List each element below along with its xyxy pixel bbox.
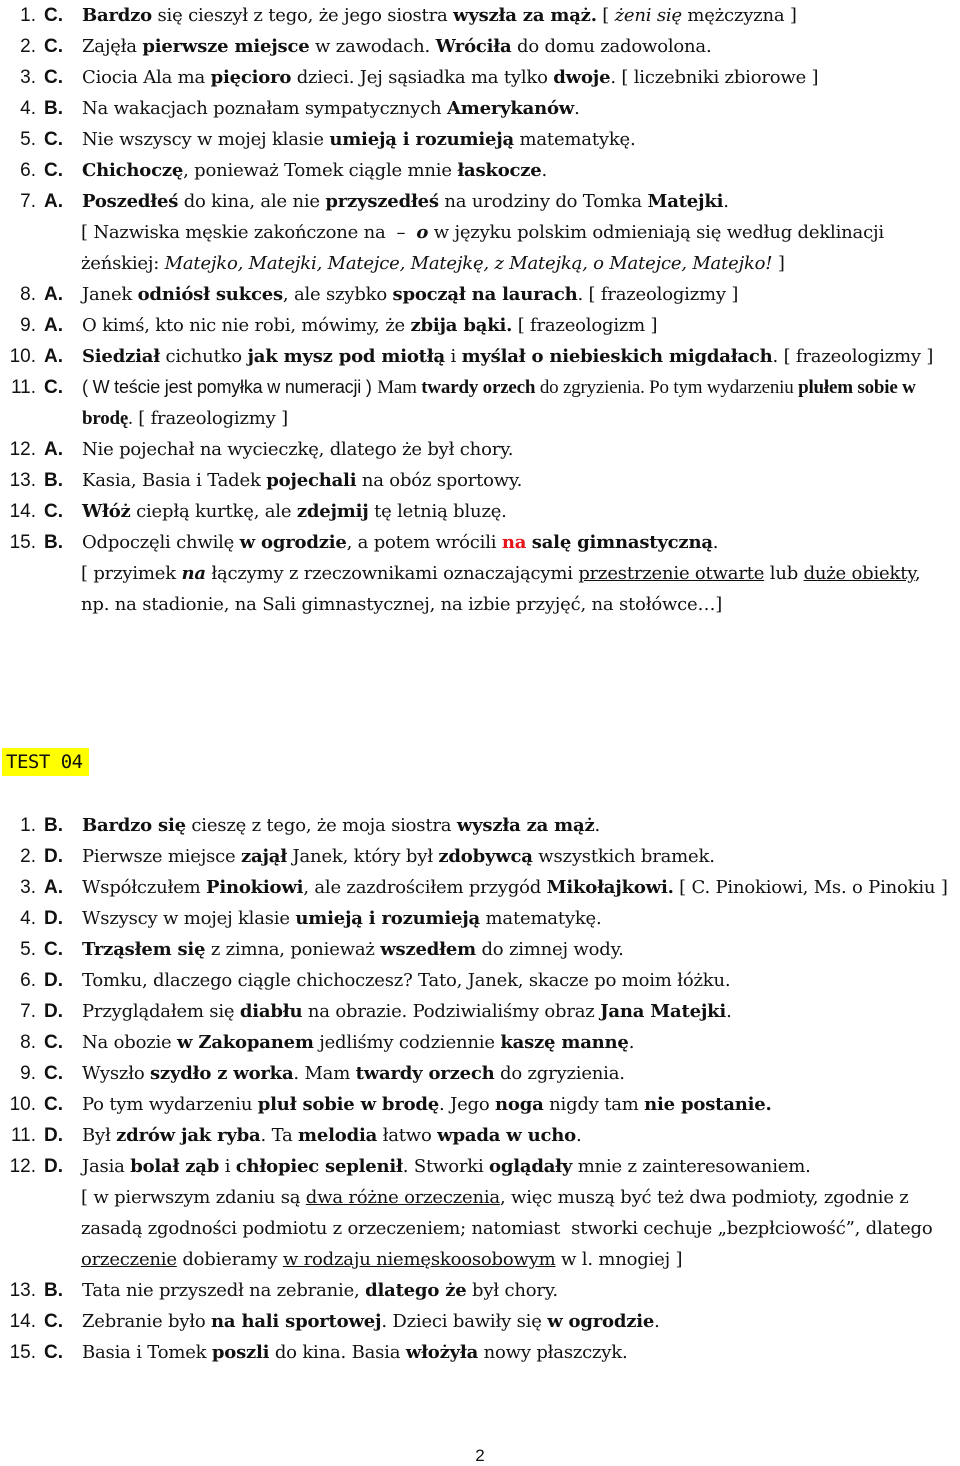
- item-text: Na wakacjach poznałam sympatycznych Amerykanów.: [82, 98, 580, 119]
- item-text: Tata nie przyszedł na zebranie, dlatego że był chory.: [82, 1280, 558, 1301]
- item-number: 11.: [10, 1125, 36, 1146]
- list-item: [0, 1337, 960, 1368]
- item-number: 14.: [9, 1311, 36, 1332]
- item-text: Siedział cichutko jak mysz pod miotłą i myślał o niebieskich migdałach. [ frazeologizmy ]: [82, 346, 934, 367]
- item-number: 10.: [9, 1094, 36, 1115]
- item-text: Nie wszyscy w mojej klasie umieją i rozumieją matematykę.: [82, 129, 636, 150]
- item-text: Basia i Tomek poszli do kina. Basia włożyła nowy płaszczyk.: [82, 1342, 628, 1363]
- item-text: O kimś, kto nic nie robi, mówimy, że zbija bąki. [ frazeologizm ]: [82, 315, 658, 336]
- item-text: Trząsłem się z zimna, ponieważ wszedłem do zimnej wody.: [82, 939, 624, 960]
- item-text: Włóż ciepłą kurtkę, ale zdejmij tę letnią bluzę.: [82, 501, 507, 522]
- answer-letter: B.: [44, 815, 63, 836]
- answer-letter: D.: [44, 908, 63, 929]
- section-previous-test: [0, 0, 960, 620]
- item-number: 10.: [9, 346, 36, 367]
- answer-letter: C.: [44, 939, 63, 960]
- answer-letter: C.: [44, 1311, 63, 1332]
- answer-letter: C.: [44, 501, 63, 522]
- item-number: 14.: [9, 501, 36, 522]
- answer-letter: D.: [44, 970, 63, 991]
- item-text: Odpoczęli chwilę w ogrodzie, a potem wrócili na salę gimnastyczną.: [82, 532, 719, 553]
- item-number: 13.: [9, 470, 36, 491]
- item-text: Pierwsze miejsce zajął Janek, który był zdobywcą wszystkich bramek.: [82, 846, 715, 867]
- answer-letter: A.: [44, 284, 63, 305]
- list-item: [0, 1027, 960, 1058]
- list-item: [0, 372, 960, 434]
- item-number: 2.: [20, 36, 36, 57]
- item-text: Ciocia Ala ma pięcioro dzieci. Jej sąsiadka ma tylko dwoje. [ liczebniki zbiorowe ]: [82, 67, 819, 88]
- list-item: [0, 496, 960, 527]
- list-item: [0, 31, 960, 62]
- item-number: 11.: [10, 377, 36, 398]
- answer-letter: C.: [44, 5, 63, 26]
- answer-letter: A.: [44, 191, 63, 212]
- answer-letter: B.: [44, 532, 63, 553]
- item-text: Bardzo się cieszę z tego, że moja siostra wyszła za mąż.: [82, 815, 601, 836]
- answer-letter: C.: [44, 129, 63, 150]
- answer-letter: C.: [44, 67, 63, 88]
- item-text: Poszedłeś do kina, ale nie przyszedłeś na urodziny do Tomka Matejki.: [82, 191, 729, 212]
- list-item: [0, 1089, 960, 1120]
- item-text: Kasia, Basia i Tadek pojechali na obóz sportowy.: [82, 470, 523, 491]
- list-item: [0, 934, 960, 965]
- item-number: 8.: [20, 1032, 36, 1053]
- item-number: 6.: [20, 160, 36, 181]
- item-number: 7.: [20, 191, 36, 212]
- list-item: [0, 434, 960, 465]
- item-text: Zajęła pierwsze miejsce w zawodach. Wróciła do domu zadowolona.: [82, 36, 712, 57]
- item-number: 15.: [9, 1342, 36, 1363]
- item-text: Był zdrów jak ryba. Ta melodia łatwo wpada w ucho.: [82, 1125, 582, 1146]
- item-number: 13.: [9, 1280, 36, 1301]
- answer-letter: D.: [44, 846, 63, 867]
- list-item: [0, 965, 960, 996]
- item-text: Na obozie w Zakopanem jedliśmy codziennie kaszę mannę.: [82, 1032, 635, 1053]
- answer-letter: C.: [44, 1032, 63, 1053]
- list-item: [0, 1275, 960, 1306]
- list-item: [0, 186, 960, 217]
- answer-letter: B.: [44, 98, 63, 119]
- item-text: ( W teście jest pomyłka w numeracji ) Mam twardy orzech do zgryzienia. Po tym wydarzeniu plułem sobie w brodę. [ frazeologizmy ]: [82, 377, 916, 429]
- list-item: [0, 1151, 960, 1182]
- page-number: 2: [475, 1446, 485, 1465]
- item-number: 8.: [20, 284, 36, 305]
- item-number: 7.: [20, 1001, 36, 1022]
- item-text: Wyszło szydło z worka. Mam twardy orzech do zgryzienia.: [82, 1063, 625, 1084]
- item-number: 12.: [9, 439, 36, 460]
- answer-letter: C.: [44, 1063, 63, 1084]
- list-item: [0, 341, 960, 372]
- list-item: [0, 1306, 960, 1337]
- list-item: [0, 841, 960, 872]
- list-item: [0, 155, 960, 186]
- answer-letter: B.: [44, 1280, 63, 1301]
- list-item: [0, 0, 960, 31]
- list-item: [0, 62, 960, 93]
- answer-letter: C.: [44, 377, 63, 398]
- list-item: [0, 872, 960, 903]
- answer-letter: C.: [44, 160, 63, 181]
- list-item: [0, 996, 960, 1027]
- list-item: [0, 124, 960, 155]
- list-item: [0, 465, 960, 496]
- item-text: Jasia bolał ząb i chłopiec seplenił. Stworki oglądały mnie z zainteresowaniem.: [82, 1156, 811, 1177]
- item-number: 5.: [20, 129, 36, 150]
- item-number: 1.: [20, 5, 36, 26]
- list-item: [0, 810, 960, 841]
- item-text: Chichoczę, ponieważ Tomek ciągle mnie łaskocze.: [82, 160, 548, 181]
- item-text: Wszyscy w mojej klasie umieją i rozumieją matematykę.: [82, 908, 602, 929]
- list-item: [0, 310, 960, 341]
- item-number: 3.: [20, 67, 36, 88]
- list-item: [0, 93, 960, 124]
- item-number: 4.: [20, 908, 36, 929]
- item-number: 4.: [20, 98, 36, 119]
- item-text: Bardzo się cieszył z tego, że jego siostra wyszła za mąż. [ żeni się mężczyzna ]: [82, 5, 797, 26]
- test-heading: TEST 04: [2, 748, 89, 776]
- item-text: Janek odniósł sukces, ale szybko spoczął na laurach. [ frazeologizmy ]: [82, 284, 739, 305]
- item-text: Tomku, dlaczego ciągle chichoczesz? Tato, Janek, skacze po moim łóżku.: [82, 970, 731, 991]
- item-text: Współczułem Pinokiowi, ale zazdrościłem przygód Mikołajkowi. [ C. Pinokiowi, Ms. o Pinokiu ]: [82, 877, 948, 898]
- item-number: 12.: [9, 1156, 36, 1177]
- item-number: 1.: [20, 815, 36, 836]
- answer-letter: A.: [44, 346, 63, 367]
- answer-letter: C.: [44, 1342, 63, 1363]
- answer-letter: C.: [44, 36, 63, 57]
- list-item: [0, 527, 960, 558]
- item-text: Przyglądałem się diabłu na obrazie. Podziwialiśmy obraz Jana Matejki.: [82, 1001, 732, 1022]
- list-item: [0, 279, 960, 310]
- answer-letter: C.: [44, 1094, 63, 1115]
- answer-letter: B.: [44, 470, 63, 491]
- answer-letter: A.: [44, 877, 63, 898]
- list-item: [0, 903, 960, 934]
- answer-letter: A.: [44, 439, 63, 460]
- item-text: Zebranie było na hali sportowej. Dzieci bawiły się w ogrodzie.: [82, 1311, 660, 1332]
- list-item: [0, 1120, 960, 1151]
- item-number: 9.: [20, 1063, 36, 1084]
- item-number: 6.: [20, 970, 36, 991]
- item-number: 2.: [20, 846, 36, 867]
- section-test-04: [0, 810, 960, 1368]
- answer-letter: D.: [44, 1001, 63, 1022]
- item-number: 15.: [9, 532, 36, 553]
- item-text: Nie pojechał na wycieczkę, dlatego że był chory.: [82, 439, 514, 460]
- answer-letter: D.: [44, 1125, 63, 1146]
- explanation-note: [ w pierwszym zdaniu są dwa różne orzeczenia, więc muszą być też dwa podmioty, zgodnie z zasadą zgodności podmiotu z orzeczeniem; natomiast stworki cechuje „bezpłciowość”, dlatego orzeczenie dobieramy w rodzaju niemęskoosobowym w l. mnogiej ]: [81, 1187, 933, 1270]
- item-number: 9.: [20, 315, 36, 336]
- answer-letter: A.: [44, 315, 63, 336]
- item-number: 5.: [20, 939, 36, 960]
- item-text: Po tym wydarzeniu pluł sobie w brodę. Jego noga nigdy tam nie postanie.: [82, 1094, 772, 1115]
- item-number: 3.: [20, 877, 36, 898]
- explanation-note: [ Nazwiska męskie zakończone na – o w języku polskim odmieniają się według deklinacji żeńskiej: Matejko, Matejki, Matejce, Matejkę, z Matejką, o Matejce, Matejko! ]: [81, 222, 884, 274]
- list-item: [0, 1058, 960, 1089]
- explanation-note: [ przyimek na łączymy z rzeczownikami oznaczającymi przestrzenie otwarte lub duże obiekty, np. na stadionie, na Sali gimnastycznej, na izbie przyjęć, na stołówce…]: [81, 563, 921, 615]
- answer-letter: D.: [44, 1156, 63, 1177]
